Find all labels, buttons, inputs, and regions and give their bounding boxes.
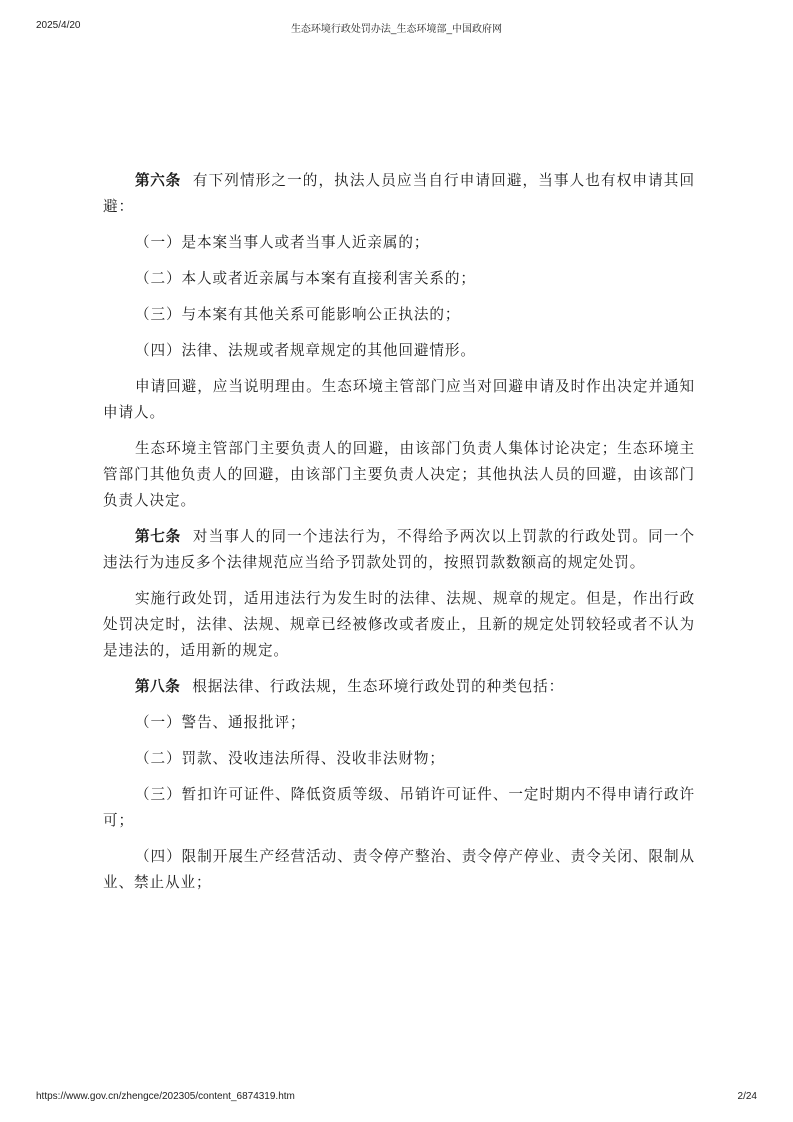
article-text: 根据法律、行政法规，生态环境行政处罚的种类包括： — [192, 678, 565, 695]
document-body — [103, 168, 695, 906]
list-item: （三）与本案有其他关系可能影响公正执法的； — [135, 306, 461, 323]
article-6 — [103, 168, 695, 220]
list-item: （二）罚款、没收违法所得、没收非法财物； — [135, 750, 445, 767]
article-label: 第八条 — [135, 678, 181, 695]
article-label: 第七条 — [135, 528, 181, 545]
paragraph: 申请回避，应当说明理由。生态环境主管部门应当对回避申请及时作出决定并通知申请人。 — [103, 378, 695, 421]
paragraph: 生态环境主管部门主要负责人的回避，由该部门负责人集体讨论决定；生态环境主管部门其他负责人的回避，由该部门主要负责人决定；其他执法人员的回避，由该部门负责人决定。 — [103, 440, 695, 509]
article-label: 第六条 — [135, 172, 181, 189]
article-8 — [103, 674, 695, 700]
list-item: （二）本人或者近亲属与本案有直接利害关系的； — [135, 270, 476, 287]
article-text: 对当事人的同一个违法行为，不得给予两次以上罚款的行政处罚。同一个违法行为违反多个法律规范应当给予罚款处罚的，按照罚款数额高的规定处罚。 — [103, 528, 695, 571]
page-number: 2/24 — [737, 1091, 757, 1102]
paragraph: 实施行政处罚，适用违法行为发生时的法律、法规、规章的规定。但是，作出行政处罚决定时，法律、法规、规章已经被修改或者废止，且新的规定处罚较轻或者不认为是违法的，适用新的规定。 — [103, 590, 695, 659]
article-text: 有下列情形之一的，执法人员应当自行申请回避，当事人也有权申请其回避： — [103, 172, 695, 215]
article-7 — [103, 524, 695, 576]
list-item: （四）法律、法规或者规章规定的其他回避情形。 — [135, 342, 476, 359]
list-item: （一）是本案当事人或者当事人近亲属的； — [135, 234, 430, 251]
print-date: 2025/4/20 — [36, 20, 81, 31]
list-item: （三）暂扣许可证件、降低资质等级、吊销许可证件、一定时期内不得申请行政许可； — [103, 786, 695, 829]
source-url: https://www.gov.cn/zhengce/202305/content_6874319.htm — [36, 1091, 295, 1102]
page-title: 生态环境行政处罚办法_生态环境部_中国政府网 — [290, 24, 503, 35]
list-item: （一）警告、通报批评； — [135, 714, 306, 731]
list-item: （四）限制开展生产经营活动、责令停产整治、责令停产停业、责令关闭、限制从业、禁止从业； — [103, 848, 695, 891]
